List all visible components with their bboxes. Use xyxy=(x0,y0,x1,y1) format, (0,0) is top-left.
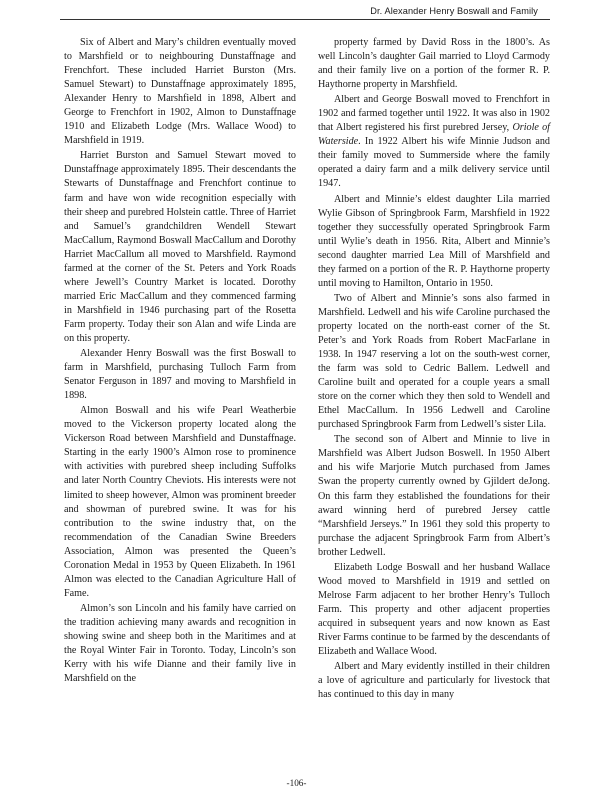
left-column xyxy=(64,36,296,776)
paragraph: Albert and Minnie’s eldest daughter Lila married Wylie Gibson of Springbrook Farm, Marshfield in 1922 together they successfully operated Springbrook Farm until Wylie’s death in 1956. Rita, Albert and Minnie’s second daughter married Lea Mill of Marshfield and they farmed on a portion of the R. P. Haythorne property until moving to Hamilton, Ontario in 1950. xyxy=(318,193,550,289)
paragraph: The second son of Albert and Minnie to live in Marshfield was Albert Judson Boswell. In 1950 Albert and his wife Marjorie Mutch purchased from James Swan the property currently owned by Gjildert deJong. On this farm they established the foundations for their award winning herd of purebred Jersey cattle “Marshfield Jerseys.” In 1961 they sold this property to purchase the adjacent Springbrook Farm from Albert’s brother Ledwell. xyxy=(318,434,550,558)
paragraph: Albert and George Boswall moved to Frenchfort in 1902 and farmed together until 1922. It was also in 1902 that Albert registered his first purebred Jersey, Oriole of Waterside. In 1922 Albert his wife Minnie Judson and their family moved to Summerside where the family operated a dairy farm and a milk delivery service until 1947. xyxy=(318,94,550,190)
header-title: Dr. Alexander Henry Boswall and Family xyxy=(370,6,538,16)
right-column xyxy=(318,36,550,776)
page-number: -106- xyxy=(286,778,307,788)
paragraph: Six of Albert and Mary’s children eventually moved to Marshfield or to neighbouring Dunstaffnage and Frenchfort. These included Harriet Burston (Mrs. Samuel Stewart) to Dunstaffnage approximately 1895, Alexander Henry to Marshfield in 1898, Albert and George to Frenchfort in 1902, Almon to Dunstaffnage 1910 and Elizabeth Lodge (Mrs. Wallace Wood) to Marshfield in 1919. xyxy=(64,37,296,147)
body-columns xyxy=(64,36,550,776)
paragraph: Albert and Mary evidently instilled in their children a love of agriculture and particularly for livestock that has continued to this day in many xyxy=(318,661,550,701)
paragraph: Almon Boswall and his wife Pearl Weatherbie moved to the Vickerson property located along the Vickerson Road between Marshfield and Dunstaffnage. Starting in the early 1900’s Almon rose to prominence with activities with purebred sheep including Suffolks and later North Country Cheviots. His interests were not limited to sheep however, Almon was prominent breeder and showman of purebred swine. It was for his contribution to the swine industry that, on the recommendation of the Canadian Swine Breeders Association, Almon was presented the Queen’s Coronation Medal in 1953 by Queen Elizabeth. In 1961 Almon was elected to the Canadian Agriculture Hall of Fame. xyxy=(64,405,296,599)
jersey-name: Oriole of Waterside xyxy=(318,122,550,148)
paragraph: Elizabeth Lodge Boswall and her husband Wallace Wood moved to Marshfield in 1919 and settled on Melrose Farm adjacent to her brother Henry’s Tulloch Farm. This property and other adjacent properties acquired in subsequent years and now known as East River Farms continue to be farmed by the descendants of Elizabeth and Wallace Wood. xyxy=(318,561,550,658)
paragraph: Two of Albert and Minnie’s sons also farmed in Marshfield. Ledwell and his wife Caroline purchased the property located on the north-east corner of the St. Peter’s and York Roads from Robert MacFarlane in 1938. In 1947 reserving a lot on the south-west corner, the farm was sold to Cedric Ballem. Ledwell and Caroline built and operated for a couple years a small store on the corner which they then sold to Wendell and Ethel MacCallum. In 1956 Ledwell and Caroline purchased Springbrook Farm from Ledwell’s sister Lila. xyxy=(318,292,550,431)
paragraph: property farmed by David Ross in the 1800’s. As well Lincoln’s daughter Gail married to Lloyd Carmody and their family live on a portion of the former R. P. Haythorne property in Marshfield. xyxy=(318,37,550,91)
paragraph: Harriet Burston and Samuel Stewart moved to Dunstaffnage approximately 1895. Their descendants the Stewarts of Dunstaffnage and Frenchfort continue to farm and have won wide recognition especially with their sheep and purebred Holstein cattle. Three of Harriet and Samuel’s grandchildren Wendell Stewart MacCallum, Raymond Boswall MacCallum and Dorothy Harriet MacCallum all moved to Marshfield. Raymond farmed at the corner of the St. Peters and York Roads where Jewell’s Country Market is located. Dorothy married Eric MacCallum and they commenced farming in Marshfield in 1946 purchasing part of the Rosetta Farm property. Today their son Alan and wife Linda are on this property. xyxy=(64,150,296,344)
running-header xyxy=(60,0,550,20)
paragraph: Almon’s son Lincoln and his family have carried on the tradition achieving many awards and recognition in showing swine and sheep both in the Maritimes and at the Royal Winter Fair in Toronto. Today, Lincoln’s son Kerry with his wife Dianne and their family live in Marshfield on the xyxy=(64,602,296,685)
paragraph: Alexander Henry Boswall was the first Boswall to farm in Marshfield, purchasing Tulloch Farm from Senator Ferguson in 1897 and moving to Marshfield in 1898. xyxy=(64,348,296,402)
